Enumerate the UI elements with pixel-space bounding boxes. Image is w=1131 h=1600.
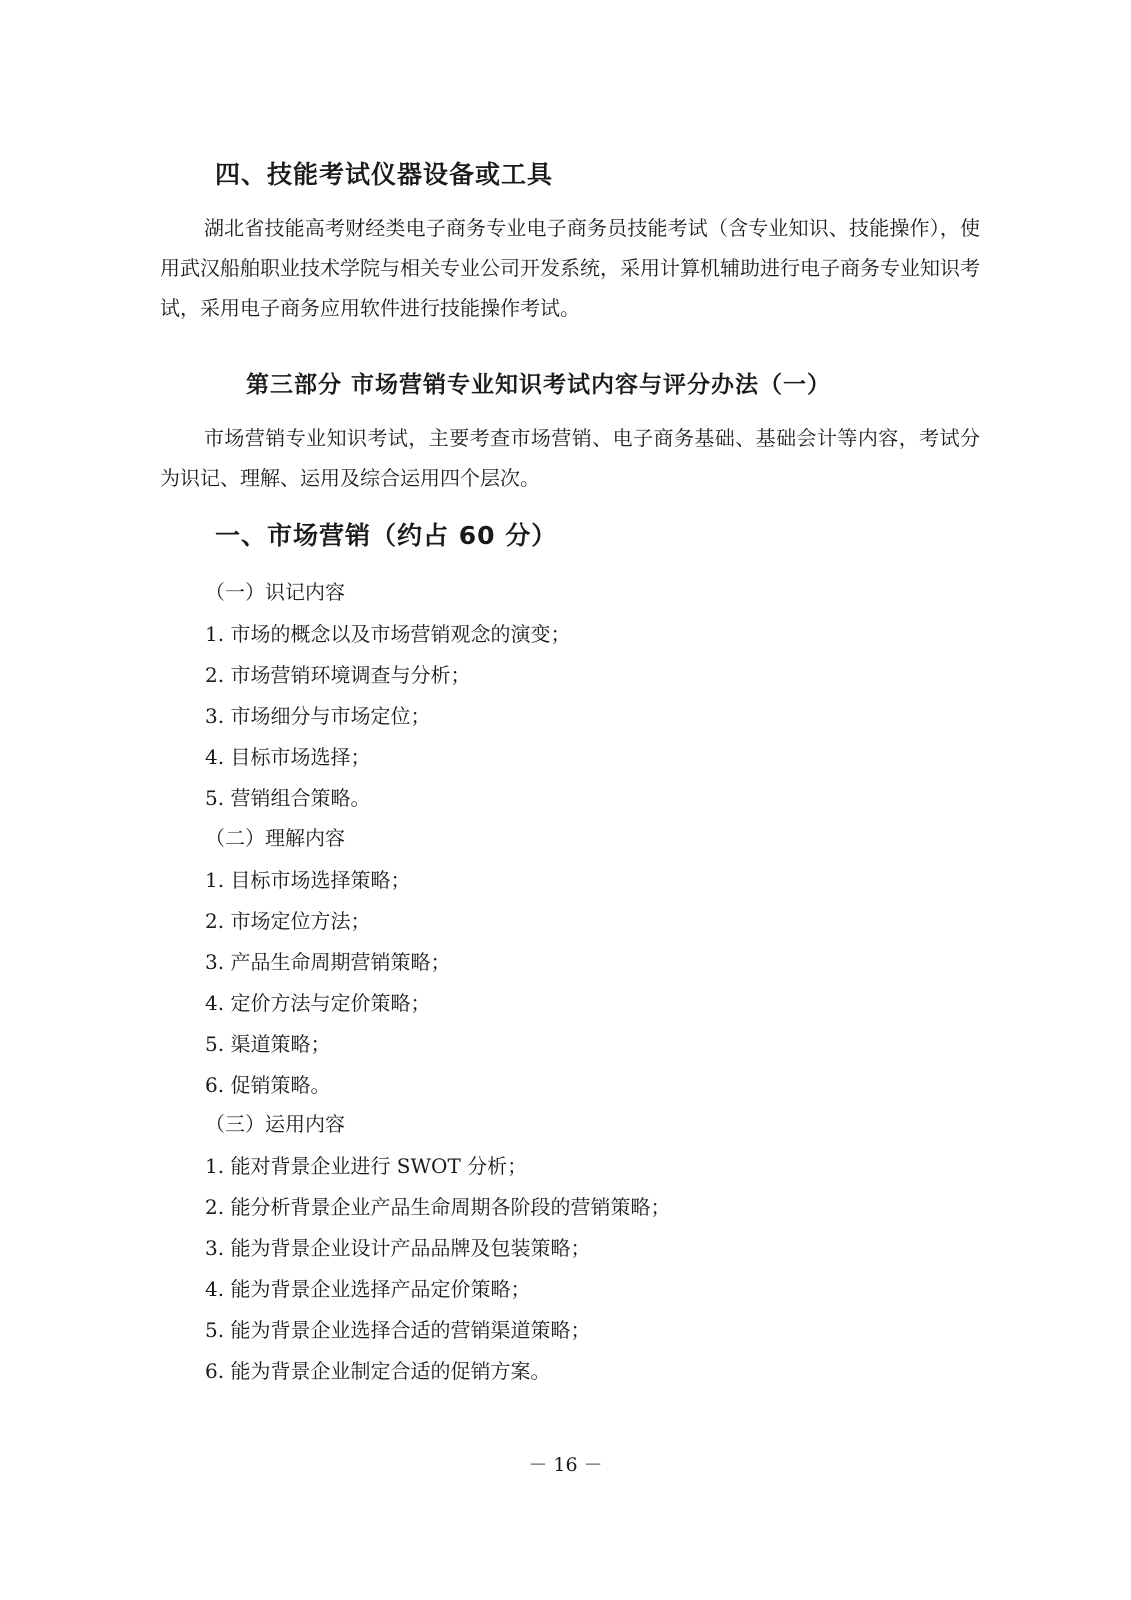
apply-subheading: （三）运用内容 xyxy=(205,1112,345,1136)
list-item: 4. 能为背景企业选择产品定价策略； xyxy=(205,1277,531,1301)
list-item: 1. 市场的概念以及市场营销观念的演变； xyxy=(205,622,571,646)
list-item: 2. 市场定位方法； xyxy=(205,909,371,933)
list-item: 5. 能为背景企业选择合适的营销渠道策略； xyxy=(205,1318,591,1342)
list-item: 4. 定价方法与定价策略； xyxy=(205,991,431,1015)
section-heading-equipment: 四、技能考试仪器设备或工具 xyxy=(215,160,554,189)
list-item: 2. 市场营销环境调查与分析； xyxy=(205,663,471,687)
equipment-paragraph: 湖北省技能高考财经类电子商务专业电子商务员技能考试（含专业知识、技能操作），使用武汉船舶职业技术学院与相关专业公司开发系统，采用计算机辅助进行电子商务专业知识考试，采用电子商务应用软件进行技能操作考试。 xyxy=(160,216,980,320)
understand-subheading: （二）理解内容 xyxy=(205,826,345,850)
marketing-heading: 一、市场营销（约占 60 分） xyxy=(215,521,558,550)
list-item: 3. 产品生命周期营销策略； xyxy=(205,950,451,974)
page-number: － 16 － xyxy=(528,1454,603,1476)
list-item: 3. 能为背景企业设计产品品牌及包装策略； xyxy=(205,1236,591,1260)
list-item: 2. 能分析背景企业产品生命周期各阶段的营销策略； xyxy=(205,1195,671,1219)
memorize-subheading: （一）识记内容 xyxy=(205,580,345,604)
list-item: 6. 能为背景企业制定合适的促销方案。 xyxy=(205,1359,551,1383)
list-item: 1. 能对背景企业进行 SWOT 分析； xyxy=(205,1154,528,1178)
part-three-title: 第三部分 市场营销专业知识考试内容与评分办法（一） xyxy=(246,371,832,398)
list-item: 5. 渠道策略； xyxy=(205,1032,331,1056)
list-item: 3. 市场细分与市场定位； xyxy=(205,704,431,728)
list-item: 5. 营销组合策略。 xyxy=(205,786,371,810)
list-item: 6. 促销策略。 xyxy=(205,1073,331,1097)
list-item: 1. 目标市场选择策略； xyxy=(205,868,411,892)
part-three-intro: 市场营销专业知识考试，主要考查市场营销、电子商务基础、基础会计等内容，考试分为识记、理解、运用及综合运用四个层次。 xyxy=(160,426,980,490)
list-item: 4. 目标市场选择； xyxy=(205,745,371,769)
